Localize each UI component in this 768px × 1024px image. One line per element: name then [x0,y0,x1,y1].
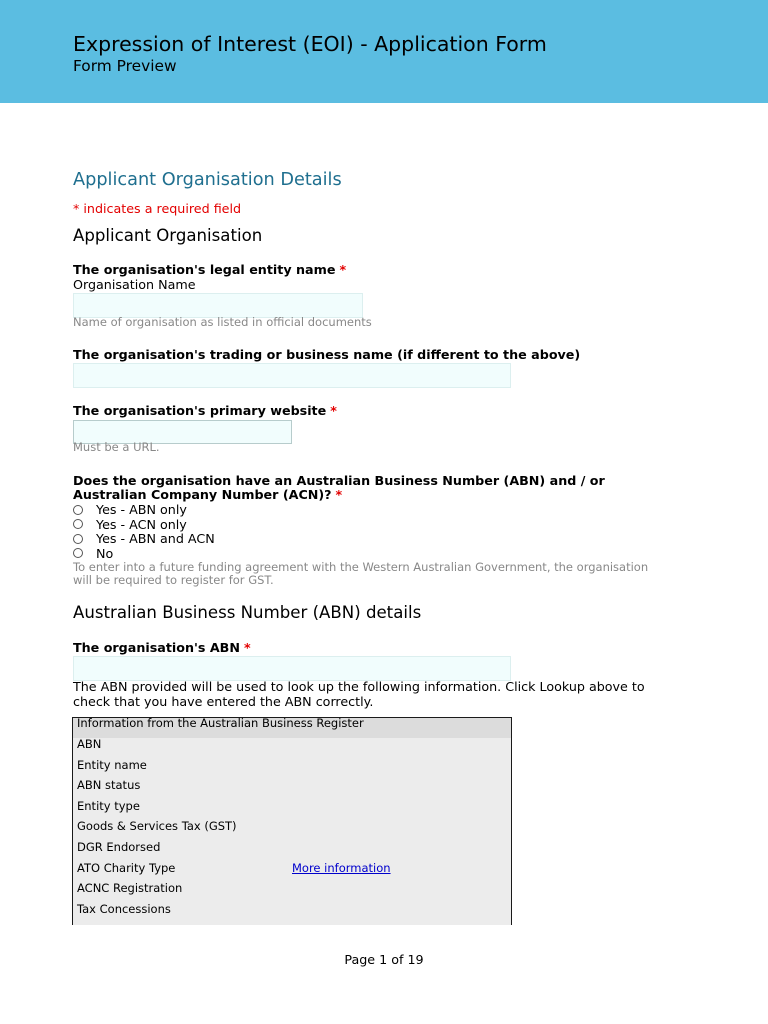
abr-table-rows [73,734,511,919]
abr-row-label: ATO Charity Type [77,860,176,875]
abr-row-dgr-endorsed [73,837,511,858]
abr-row-acnc-registration [73,878,511,899]
abr-row-label: Goods & Services Tax (GST) [77,819,237,834]
abn-lookup-note-line-1: The ABN provided will be used to look up the following information. Click Lookup above to [73,678,645,694]
abn-acn-question-line-1: Does the organisation have an Australian Business Number (ABN) and / or [73,473,605,488]
abn-details-heading: Australian Business Number (ABN) details [73,602,422,622]
legal-entity-name-label-text: The organisation's legal entity name [73,262,336,277]
organisation-name-sublabel: Organisation Name [73,277,196,292]
required-marker: * [243,640,251,655]
abr-row-ato-charity-type [73,858,511,879]
organisation-name-hint: Name of organisation as listed in official documents [73,315,372,329]
applicant-organisation-heading: Applicant Organisation [73,226,263,245]
gst-hint-line-1: To enter into a future funding agreement with the Western Australian Government, the organisation [73,559,649,574]
abr-row-label: ACNC Registration [77,881,183,896]
abr-row-label: Tax Concessions [77,901,171,916]
required-marker: * [335,487,343,502]
radio-option-no[interactable] [73,546,303,561]
radio-button[interactable] [73,519,83,529]
form-subtitle: Form Preview [73,57,177,75]
required-marker: * [330,403,337,418]
abr-row-abn-status [73,775,511,796]
abr-row-label: DGR Endorsed [77,839,161,854]
abn-label [73,640,251,655]
abn-acn-question-line-2-text: Australian Company Number (ACN)? [73,487,332,502]
primary-website-hint: Must be a URL. [73,440,160,454]
abn-lookup-note-line-2: check that you have entered the ABN correctly. [73,693,374,709]
abn-acn-question-line-2 [73,487,342,502]
radio-button[interactable] [73,548,83,558]
legal-entity-name-label [73,262,346,277]
abr-row-entity-type [73,796,511,817]
abr-row-gst [73,816,511,837]
radio-option-abn-and-acn[interactable] [73,531,303,546]
primary-website-label-text: The organisation's primary website [73,403,327,418]
trading-name-label: The organisation's trading or business name (if different to the above) [73,347,581,362]
abn-label-text: The organisation's ABN [73,640,240,655]
radio-option-label: Yes - ABN and ACN [96,531,215,546]
radio-button[interactable] [73,534,83,544]
radio-option-abn-only[interactable] [73,502,303,517]
radio-option-acn-only[interactable] [73,517,303,532]
gst-hint-line-2: will be required to register for GST. [73,572,274,587]
abr-information-table [72,717,512,925]
required-marker: * [339,262,347,277]
radio-option-label: Yes - ABN only [96,502,187,517]
section-title: Applicant Organisation Details [73,170,342,190]
abn-input[interactable] [73,656,511,681]
abr-row-abn [73,734,511,755]
abr-row-tax-concessions [73,899,511,920]
abr-row-label: ABN status [77,778,141,793]
radio-option-label: No [96,545,114,561]
abr-table-header: Information from the Australian Business Register [77,717,364,730]
trading-name-input[interactable] [73,363,511,388]
abr-row-label: ABN [77,737,102,751]
radio-option-label: Yes - ACN only [96,516,187,532]
required-field-note: * indicates a required field [73,201,242,216]
primary-website-label [73,403,337,418]
page-header [0,0,768,103]
abr-row-label: Entity name [77,757,147,772]
radio-button[interactable] [73,505,83,515]
more-information-link[interactable]: More information [292,860,391,875]
abr-row-label: Entity type [77,798,140,813]
form-title: Expression of Interest (EOI) - Application Form [73,32,547,56]
page-indicator: Page 1 of 19 [344,951,424,967]
abr-row-entity-name [73,755,511,776]
